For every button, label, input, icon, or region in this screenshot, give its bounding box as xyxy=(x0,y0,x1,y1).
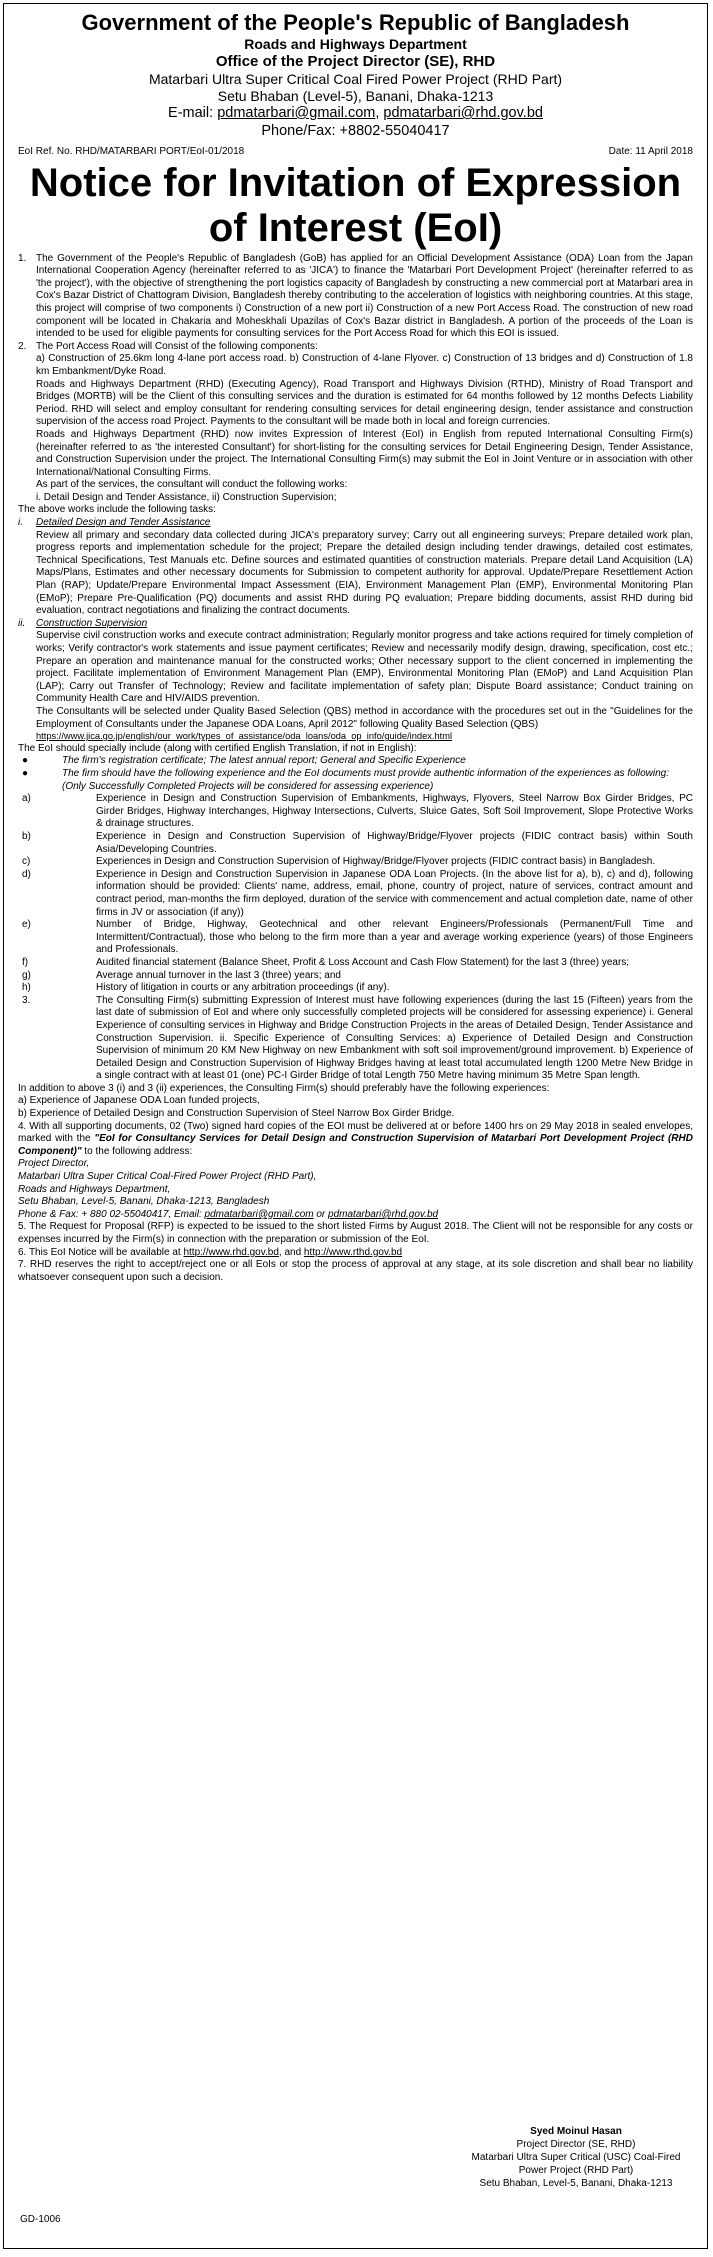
bullet-icon: ● xyxy=(22,755,29,767)
submission-address xyxy=(18,1158,693,1221)
project-name: Matarbari Ultra Super Critical Coal Fired Power Project (RHD Part) xyxy=(148,71,563,87)
experience-item xyxy=(18,919,693,957)
experience-item xyxy=(18,869,693,919)
experience-list xyxy=(18,793,693,1083)
experience-item xyxy=(18,957,693,970)
email-label: E-mail: xyxy=(168,105,214,121)
experience-item xyxy=(18,831,693,856)
email-separator: , xyxy=(375,105,380,121)
task-design-heading xyxy=(18,517,693,530)
components-list: a) Construction of 25.6km long 4-lane port access road. b) Construction of 4-lane Flyover. c) Construction of 13 bridges and d) Construction of 1.8 km Embankment/Dyke Road. xyxy=(36,353,693,377)
rfp-paragraph: 5. The Request for Proposal (RFP) is expected to be issued to the short listed Firms by August 2018. The Client will not be responsible for any costs or expenses incurred by the Firm(s) in connection with the preparation or submission of the EoI. xyxy=(18,1221,693,1246)
availability-paragraph xyxy=(18,1247,693,1260)
task-number: ii. xyxy=(18,617,26,629)
client-paragraph: Roads and Highways Department (RHD) (Executing Agency), Road Transport and Highways Division (RTHD), Ministry of Road Transport and Bridges (MORTB) will be the Client of this consulting services and the duration is estimated for 64 months followed by 12 months Defects Liability Period. RHD will select and employ consultant for rendering consulting services for detail engineering design, tender assistance and construction supervision of the access road Project. Payments to the consultant will be made both in local and foreign currencies. xyxy=(36,378,693,428)
experience-item xyxy=(18,856,693,869)
address-line: Matarbari Ultra Super Critical Coal-Fired Power Project (RHD Part), xyxy=(18,1171,317,1183)
address-line: Setu Bhaban, Level-5, Banani, Dhaka-1213, Bangladesh xyxy=(18,1196,270,1208)
bullet-icon: ● xyxy=(22,768,29,780)
preferred-experience-b: b) Experience of Detailed Design and Construction Supervision of Steel Narrow Box Girder Bridge. xyxy=(18,1108,455,1120)
experience-item xyxy=(18,995,693,1083)
availability-text: 6. This EoI Notice will be available at xyxy=(18,1246,184,1258)
notice-page xyxy=(3,3,708,2249)
submission-text: 4. With all supporting documents, 02 (Two) signed hard copies of the EOI must be delivered at or before 1400 hrs on 29 May 2018 in sealed envelopes, marked with the xyxy=(18,1120,693,1145)
item-marker: 3. xyxy=(22,994,31,1006)
item-text: History of litigation in courts or any arbitration proceedings (if any). xyxy=(96,982,390,994)
bullet-text: The firm's registration certificate; The latest annual report; General and Specific Experience xyxy=(62,755,466,767)
reference-number: EoI Ref. No. RHD/MATARBARI PORT/EoI-01/2018 xyxy=(18,146,245,157)
preferred-experience-a: a) Experience of Japanese ODA Loan funded projects, xyxy=(18,1095,260,1107)
email-line xyxy=(18,105,693,123)
paragraph-2 xyxy=(18,341,693,354)
department-name: Roads and Highways Department xyxy=(244,36,467,52)
invitation-paragraph: Roads and Highways Department (RHD) now invites Expression of Interest (EoI) in English from reputed International Consulting Firm(s) (hereinafter referred to as 'the interested Consultant') for short-listing for the consulting services for Detail Engineering Design, Tender Assistance, and Construction Supervision under the project. The International Consulting Firm(s) may submit the EoI in Joint Venture or in association with other International/National Consulting Firms. xyxy=(36,428,693,478)
notice-date: Date: 11 April 2018 xyxy=(608,146,693,157)
letterhead xyxy=(18,10,693,140)
task-design-text: Review all primary and secondary data collected during JICA's preparatory survey; Carry out all engineering surveys; Prepare detailed work plan, progress reports and implementation schedule for the project; Prepare the detailed design including tender drawings, detailed cost estimates, Technical Specifications, Test Manuals etc. Define sources and estimated quantities of construction materials. Prepare detail Land Acquisition (LA) Maps/Plans, Estimates and other necessary documents for Submission to competent authority for approval. Update/Prepare Resettlement Action Plan (RAP); Update/Prepare Environmental Impact Assessment (EIA), Environment Management Plan (EMP), Environmental Monitoring Plan (EMoP); Prepare Pre-Qualification (PQ) documents and assist RHD during PQ evaluation; Prepare bidding documents, assist RHD during bid evaluation, contract negotiations and finalizing the contract documents. xyxy=(36,529,693,617)
contact-label: Phone & Fax: + 880 02-55040417, Email: xyxy=(18,1208,205,1220)
contact-email-rhd[interactable]: pdmatarbari@rhd.gov.bd xyxy=(328,1208,439,1220)
item-text: Average annual turnover in the last 3 (three) years; and xyxy=(96,969,341,981)
office-name: Office of the Project Director (SE), RHD xyxy=(215,53,496,70)
gd-code: GD-1006 xyxy=(20,2214,61,2225)
availability-and: , and xyxy=(278,1246,304,1258)
eoi-include-intro: The EoI should specially include (along with certified English Translation, if not in English): xyxy=(18,742,417,754)
item-text: The Consulting Firm(s) submitting Expression of Interest must have following experiences (during the last 15 (Fifteen) years from the last date of submission of EoI and where only successfully completed projects will be considered for assessing experience) i. General Experience of consulting services in Highway and Bridge Construction Projects in the areas of Detailed Design, Tender Assistance and Construction Supervision. ii. Specific Experience of Consulting Services: a) Experience of Detailed Design and Construction Supervision of minimum 20 KM New Highway on new Embankment with soft soil improvement/ground improvement. b) Experience of Detailed Design and Construction Supervision of Highway Bridges having at least total accumulated length 1200 Metre New Bridge in a single contract with at least 01 (one) PC-I Girder Bridge of total Length 750 Metre having minimum 35 Metre Span length. xyxy=(96,994,693,1082)
contact-or: or xyxy=(313,1208,329,1220)
submission-text-end: to the following address: xyxy=(81,1145,193,1157)
address-line: Roads and Highways Department, xyxy=(18,1183,171,1195)
address-line: Project Director, xyxy=(18,1158,90,1170)
signatory-name: Syed Moinul Hasan xyxy=(530,2126,622,2137)
paragraph-1 xyxy=(18,253,693,341)
item-text: Experience in Design and Construction Supervision of Embankments, Highways, Flyovers, Steel Narrow Box Girder Bridges, PC Girder Bridges, Highway Interchanges, Highway Intersections, Culverts, Sluice Gates, Soft Soil Improvement, Slope Protective Works & drainage structures. xyxy=(96,793,693,830)
item-text: Number of Bridge, Highway, Geotechnical and other relevant Engineers/Professionals (Permanent/Full Time and Intermittent/Contractual), those who belong to the firm more than a year and average working experience (years) of those Engineers and Professionals. xyxy=(96,919,693,956)
task-title: Construction Supervision xyxy=(36,617,148,629)
bullet-text: The firm should have the following experience and the EoI documents must provide authentic information of the experiences as following: (Only Successfully Completed Projects will be considered for assessing experience) xyxy=(62,768,670,792)
selection-method: The Consultants will be selected under Quality Based Selection (QBS) method in accordance with the procedures set out in the "Guidelines for the Employment of Consultants under the Japanese ODA Loans, April 2012" following Quality Based Selection (QBS) xyxy=(36,705,693,730)
item-text: Audited financial statement (Balance Sheet, Profit & Loss Account and Cash Flow Statement) for the last 3 (three) years; xyxy=(96,956,630,968)
item-marker: g) xyxy=(22,969,31,981)
task-number: i. xyxy=(18,517,23,529)
rhd-website-link[interactable]: http://www.rhd.gov.bd xyxy=(183,1246,279,1258)
services-intro: As part of the services, the consultant will conduct the following works: xyxy=(36,479,348,491)
signatory-title: Project Director (SE, RHD) xyxy=(516,2139,636,2150)
title-line-2: of Interest (EoI) xyxy=(208,205,503,250)
reference-row xyxy=(18,146,693,159)
address-contact xyxy=(18,1209,693,1222)
signatory-project-part: Power Project (RHD Part) xyxy=(518,2165,634,2176)
title-line-1: Notice for Invitation of Expression xyxy=(29,160,682,205)
notice-title xyxy=(18,161,693,251)
signature-block xyxy=(461,2125,691,2190)
office-address: Setu Bhaban (Level-5), Banani, Dhaka-1213 xyxy=(217,88,494,104)
item-marker: f) xyxy=(22,956,29,968)
paragraph-text: The Government of the People's Republic of Bangladesh (GoB) has applied for an Official Development Assistance (ODA) Loan from the Japan International Cooperation Agency (hereinafter referred to as 'JICA') to finance the 'Matarbari Port Development Project' (hereinafter referred to as 'the project'), with the objective of strengthening the port logistics capacity of Bangladesh by constructing a new commercial port at Matarbari area in Cox's Bazar District of Chattogram Division, Bangladesh thereby contributing to the acceleration of logistics with neighboring countries. At this stage, this project will comprise of two components i) Construction of a new port ii) Construction of a new Port Access Road. The construction of new road component will be located in Chakaria and Moheskhali Upazilas of Cox's Bazar district in Bangladesh. A portion of the proceeds of the Loan is intended to be used for eligible payments for consulting services for the Port Access Road for which this EOI is issued. xyxy=(36,252,693,340)
item-text: Experience in Design and Construction Supervision of Highway/Bridge/Flyover projects (FIDIC contract basis) within South Asia/Developing Countries. xyxy=(96,831,693,855)
paragraph-text: The Port Access Road will Consist of the following components: xyxy=(36,340,318,352)
email-link-rhd[interactable]: pdmatarbari@rhd.gov.bd xyxy=(383,105,543,121)
item-text: Experiences in Design and Construction Supervision of Highway/Bridge/Flyover projects (FIDIC contract basis) in Bangladesh. xyxy=(96,856,656,868)
experience-item xyxy=(18,793,693,831)
item-marker: c) xyxy=(22,856,31,868)
submission-paragraph xyxy=(18,1121,693,1159)
email-link-gmail[interactable]: pdmatarbari@gmail.com xyxy=(217,105,376,121)
rthd-website-link[interactable]: http://www.rthd.gov.bd xyxy=(303,1246,403,1258)
envelope-marking: "EoI for Consultancy Services for Detail Design and Construction Supervision of Matarbari Port Development Project (RHD Component)" xyxy=(18,1133,693,1157)
experience-item xyxy=(18,982,693,995)
additional-experience-intro: In addition to above 3 (i) and 3 (ii) experiences, the Consulting Firm(s) should preferably have the following experiences: xyxy=(18,1082,550,1094)
item-marker: a) xyxy=(22,793,31,805)
jica-guidelines-link[interactable]: https://www.jica.go.jp/english/our_work/types_of_assistance/oda_loans/oda_op_info/guide/index.html xyxy=(36,731,453,742)
task-supervision-text: Supervise civil construction works and execute contract administration; Regularly monitor progress and take actions required for timely completion of works; Verify contractor's work statements and issue payment certificates; Review and necessarily modify design, drawing, specification, cost etc.; Prepare an operation and maintenance manual for the constructed works; Other necessary support to the client concerned in implementing the project. Facilitate implementation of Environment Management Plan (EMP), Environmental Monitoring Plan (EMoP) and Land Acquisition Plan (LAP); Carry out Transfer of Technology; Review and facilitate implementation of safety plan; Dispute Board assistance; Conduct training on Community Health Care and HIV/AIDS prevention. xyxy=(36,630,693,705)
services-list: i. Detail Design and Tender Assistance, ii) Construction Supervision; xyxy=(36,491,337,503)
item-marker: b) xyxy=(22,831,31,843)
signatory-address: Setu Bhaban, Level-5, Banani, Dhaka-1213 xyxy=(479,2178,673,2189)
item-marker: d) xyxy=(22,868,31,880)
item-marker: e) xyxy=(22,919,31,931)
item-text: Experience in Design and Construction Supervision in Japanese ODA Loan Projects. (In the above list for a), b), c) and d), following information should be provided: Clients' name, address, email, phone, country of project, nature of services, contract amount and contract period, man-months the firm deployed, duration of the service with commencement and actual completion date, name of other firms in JV or association (if any)) xyxy=(96,868,693,918)
task-title: Detailed Design and Tender Assistance xyxy=(36,517,211,529)
bullet-registration xyxy=(18,755,693,768)
bullet-experience xyxy=(18,768,693,793)
contact-email-gmail[interactable]: pdmatarbari@gmail.com xyxy=(204,1208,314,1220)
phone-fax: Phone/Fax: +8802-55040417 xyxy=(261,122,450,139)
experience-item xyxy=(18,970,693,983)
tasks-intro: The above works include the following tasks: xyxy=(18,504,216,516)
task-supervision-heading xyxy=(18,618,693,631)
paragraph-number: 2. xyxy=(18,340,27,352)
paragraph-number: 1. xyxy=(18,252,27,264)
government-title: Government of the People's Republic of Bangladesh xyxy=(81,10,630,35)
reservation-paragraph: 7. RHD reserves the right to accept/reject one or all EoIs or stop the process of approval at any stage, at its sole discretion and shall bear no liability whatsoever consequent upon such a decision. xyxy=(18,1259,693,1283)
item-marker: h) xyxy=(22,982,31,994)
signatory-project: Matarbari Ultra Super Critical (USC) Coal-Fired xyxy=(471,2152,681,2163)
